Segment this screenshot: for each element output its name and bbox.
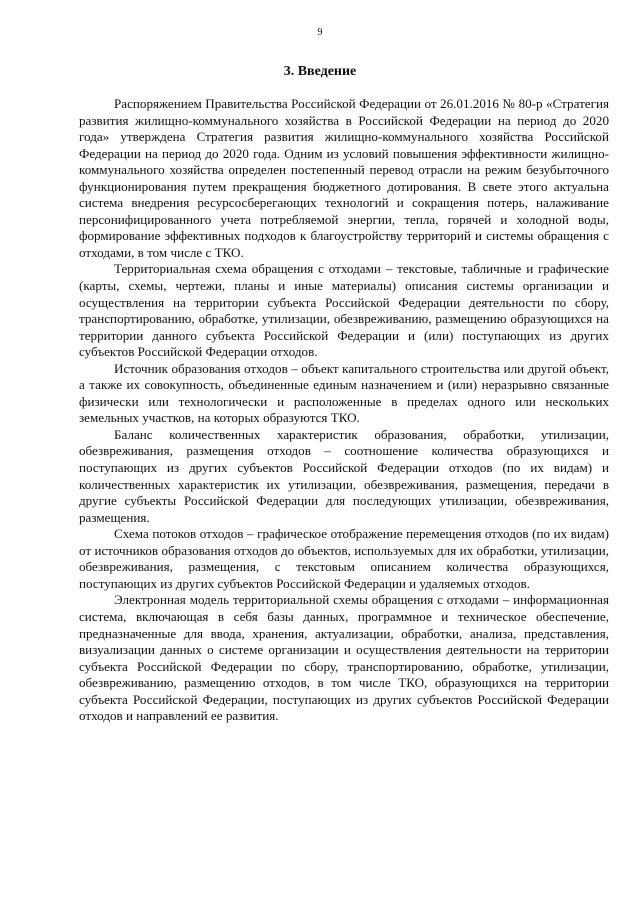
paragraph-flow-scheme: Схема потоков отходов – графическое отображение перемещения отходов (по их видам) от источников образования отходов до объектов, используемых для их обработки, утилизации, обезвреживания, размещения, с текстовым описанием количества образующихся, поступающих из других субъектов Российской Федерации и удаляемых отходов. [79, 526, 609, 591]
paragraph-territorial-scheme: Территориальная схема обращения с отходами – текстовые, табличные и графические (карты, схемы, чертежи, планы и иные материалы) описания системы организации и осуществления на территории субъекта Российской Федерации деятельности по сбору, транспортированию, обработке, утилизации, обезвреживанию, размещению образующихся на территории данного субъекта Российской Федерации и (или) поступающих из других субъектов Российской Федерации отходов. [79, 261, 609, 360]
section-heading: 3. Введение [283, 64, 357, 79]
document-body [79, 96, 609, 725]
paragraph-strategy: Распоряжением Правительства Российской Федерации от 26.01.2016 № 80-р «Стратегия развития жилищно-коммунального хозяйства в Российской Федерации на период до 2020 года» утверждена Стратегия развития жилищно-коммунального хозяйства Российской Федерации на период до 2020 года. Одним из условий повышения эффективности жилищно-коммунального хозяйства определен постепенный перевод отрасли на режим безубыточного функционирования путем прекращения бюджетного дотирования. В свете этого актуальна система внедрения ресурсосберегающих технологий и сокращения потерь, налаживание персонифицированного учета потребляемой энергии, тепла, горячей и холодной воды, формирование эффективных подходов к благоустройству территорий и системы обращения с отходами, в том числе с ТКО. [79, 96, 609, 260]
paragraph-balance: Баланс количественных характеристик образования, обработки, утилизации, обезвреживания, размещения отходов – соотношение количества образующихся и поступающих из других субъектов Российской Федерации отходов (по их видам) и количественных характеристик их утилизации, обезвреживания, размещения, передачи в другие субъекты Российской Федерации для последующих утилизации, обезвреживания, размещения. [79, 426, 609, 525]
paragraph-waste-source: Источник образования отходов – объект капитального строительства или другой объект, а также их совокупность, объединенные единым назначением и (или) неразрывно связанные физически или технологически и расположенные в пределах одного или нескольких земельных участков, на которых образуются ТКО. [79, 360, 609, 426]
page-number: 9 [317, 27, 323, 38]
paragraph-electronic-model: Электронная модель территориальной схемы обращения с отходами – информационная система, включающая в себя базы данных, программное и техническое обеспечение, предназначенные для ввода, хранения, актуализации, обработки, анализа, представления, визуализации данных о системе организации и осуществления деятельности на территории субъекта Российской Федерации по сбору, транспортированию, обработке, утилизации, обезвреживанию, размещению отходов, в том числе ТКО, образующихся на территории субъекта Российской Федерации, поступающих из других субъектов Российской Федерации отходов и направлений ее развития. [79, 592, 609, 724]
